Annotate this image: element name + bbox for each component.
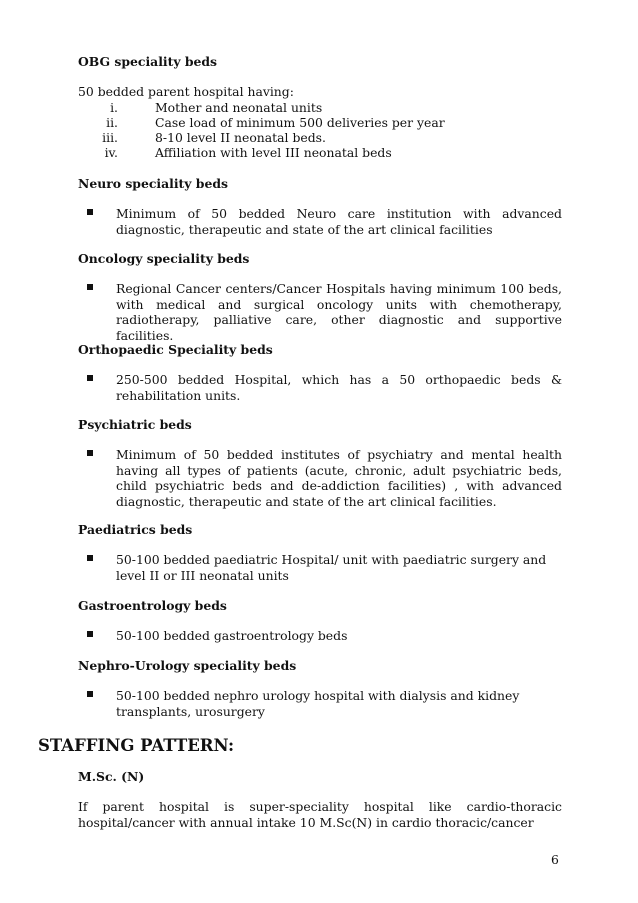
bullet-text: 50-100 bedded paediatric Hospital/ unit with paediatric surgery and level II or III neonatal units [116,552,547,583]
staffing-paragraph: If parent hospital is super-speciality hospital like cardio-thoracic hospital/cancer with annual intake 10 M.Sc(N) in cardio thoracic/cancer [78,799,562,830]
list-item-text: Affiliation with level III neonatal beds [155,145,392,160]
bullet-text: Regional Cancer centers/Cancer Hospitals having minimum 100 beds, with medical and surgical oncology units with chemotherapy, radiotherapy, palliative care, other diagnostic and supportive facilities. [116,281,562,343]
square-bullet-icon [87,209,93,215]
square-bullet-icon [87,375,93,381]
ortho-heading: Orthopaedic Speciality beds [78,342,273,357]
list-item-number: iii. [102,130,118,145]
obg-intro: 50 bedded parent hospital having: [78,84,294,99]
gastro-heading: Gastroentrology beds [78,598,227,613]
neuro-bullet-item [78,206,562,237]
bullet-text: Minimum of 50 bedded Neuro care institution with advanced diagnostic, therapeutic and state of the art clinical facilities [116,206,562,237]
bullet-text: Minimum of 50 bedded institutes of psychiatry and mental health having all types of patients (acute, chronic, adult psychiatric beds, child psychiatric beds and de-addiction facilities) , with advanced diagnostic, therapeutic and state of the art clinical facilities. [116,447,562,509]
list-item-number: i. [110,100,118,115]
list-item-number: ii. [106,115,118,130]
list-item [78,115,562,131]
oncology-bullet-item [78,281,562,343]
paed-heading: Paediatrics beds [78,522,193,537]
nephro-bullet-item [78,688,562,719]
square-bullet-icon [87,631,93,637]
msc-subheading: M.Sc. (N) [78,769,145,784]
list-item-text: Mother and neonatal units [155,100,323,115]
gastro-bullet-item [78,628,562,644]
square-bullet-icon [87,450,93,456]
list-item [78,145,562,161]
square-bullet-icon [87,691,93,697]
psych-bullet-item [78,447,562,509]
staffing-section-title: STAFFING PATTERN: [38,736,235,755]
bullet-text: 250-500 bedded Hospital, which has a 50 orthopaedic beds & rehabilitation units. [116,372,562,403]
page-number: 6 [551,852,559,867]
square-bullet-icon [87,555,93,561]
bullet-text: 50-100 bedded gastroentrology beds [116,628,348,643]
list-item-text: 8-10 level II neonatal beds. [155,130,326,145]
ortho-bullet-item [78,372,562,403]
list-item [78,130,562,146]
obg-heading: OBG speciality beds [78,54,218,69]
neuro-heading: Neuro speciality beds [78,176,228,191]
square-bullet-icon [87,284,93,290]
list-item [78,100,562,116]
oncology-heading: Oncology speciality beds [78,251,250,266]
bullet-text: 50-100 bedded nephro urology hospital with dialysis and kidney transplants, urosurgery [116,688,520,719]
list-item-number: iv. [104,145,118,160]
psych-heading: Psychiatric beds [78,417,192,432]
list-item-text: Case load of minimum 500 deliveries per year [155,115,445,130]
nephro-heading: Nephro-Urology speciality beds [78,658,297,673]
paed-bullet-item [78,552,562,583]
